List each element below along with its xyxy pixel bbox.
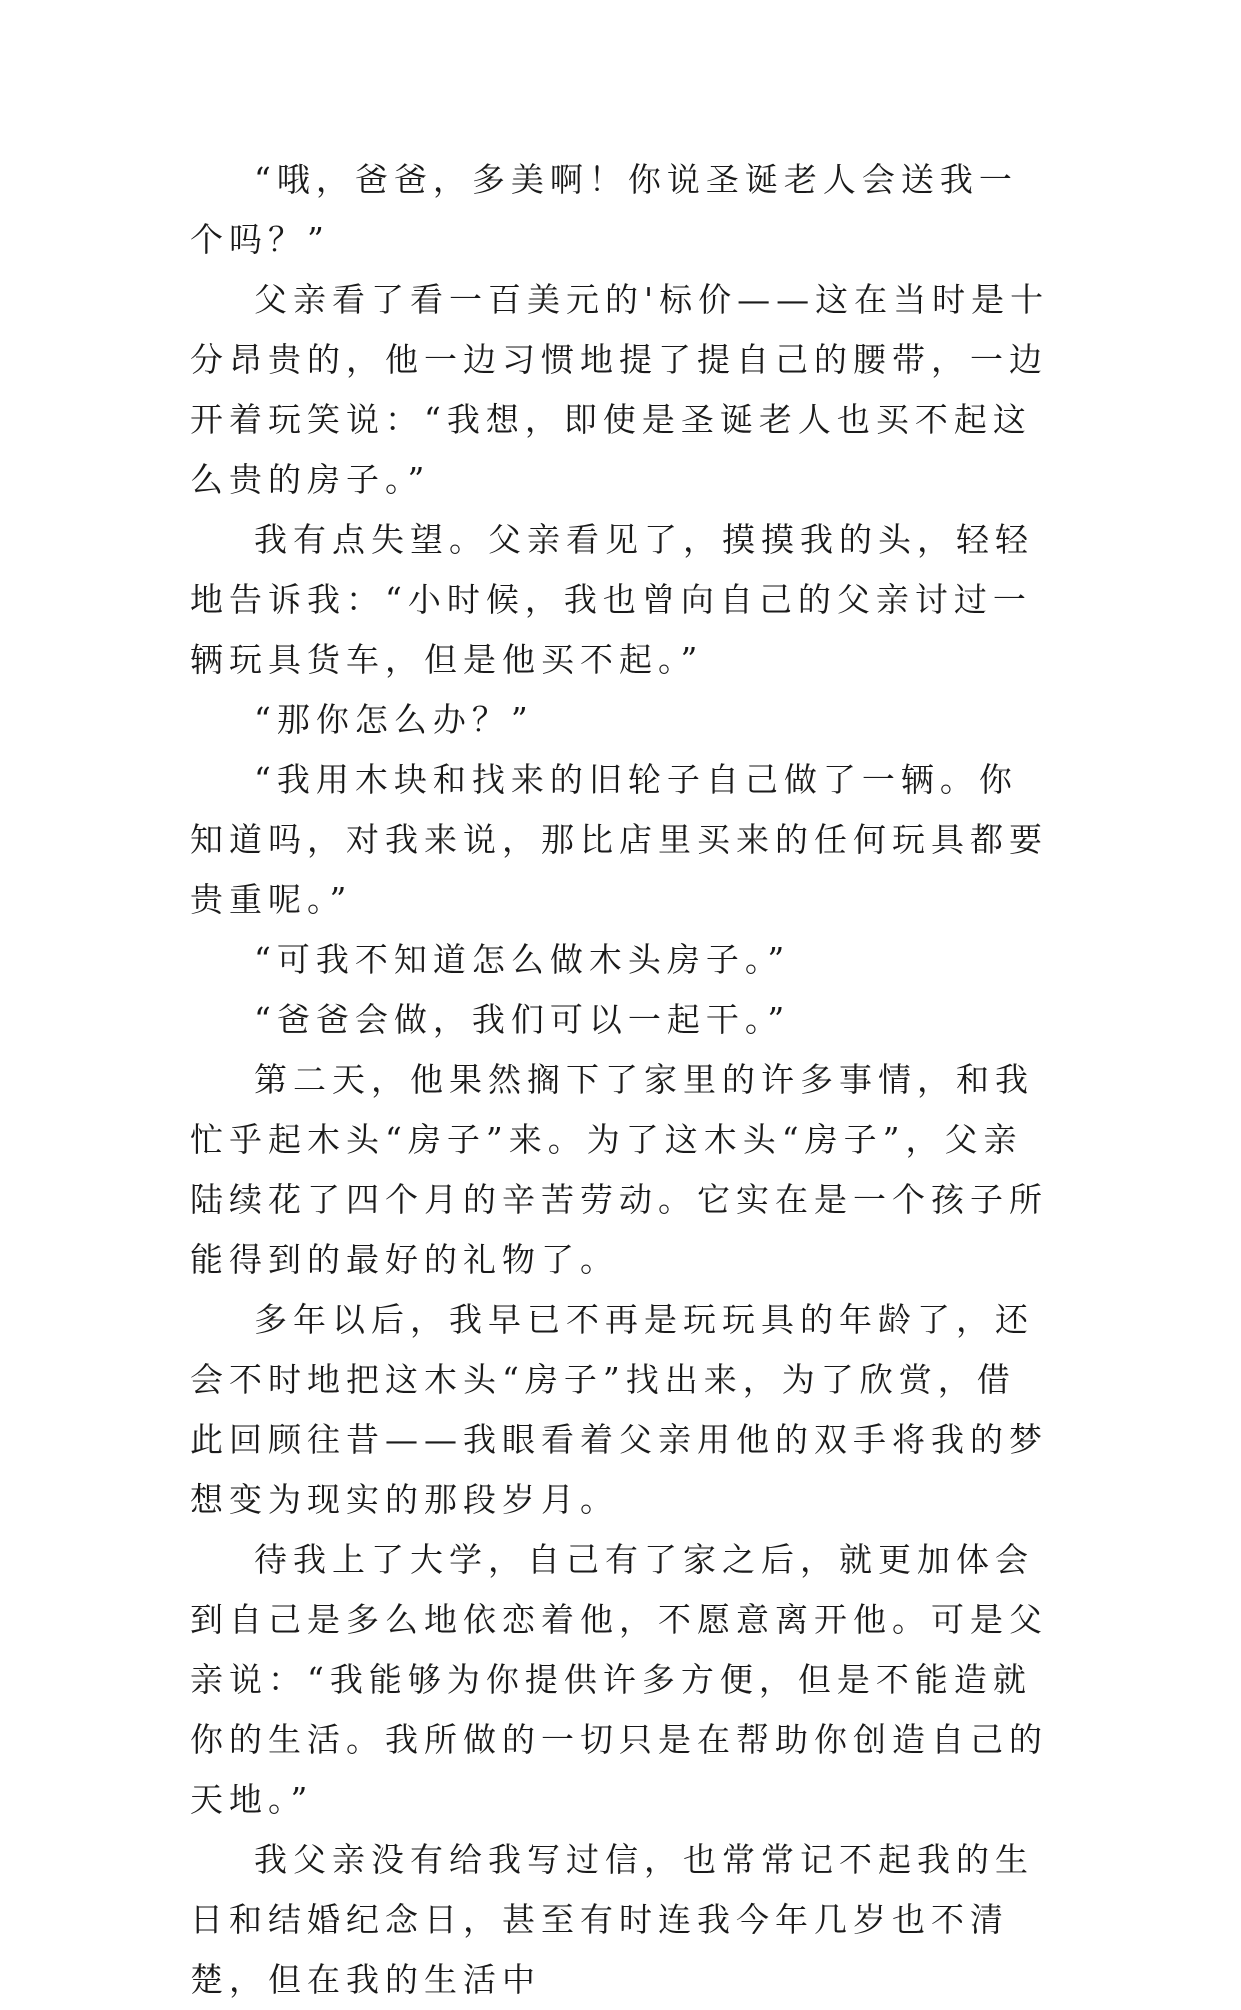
paragraph: 父亲看了看一百美元的'标价——这在当时是十分昂贵的，他一边习惯地提了提自己的腰带，一边开着玩笑说：“我想，即使是圣诞老人也买不起这么贵的房子。” [190, 280, 1050, 499]
paragraph: “可我不知道怎么做木头房子。” [254, 940, 791, 979]
paragraph: “爸爸会做，我们可以一起干。” [254, 1000, 791, 1039]
paragraph: 我父亲没有给我写过信，也常常记不起我的生日和结婚纪念日，甚至有时连我今年几岁也不清楚，但在我的生活中 [190, 1840, 1034, 1999]
paragraph: 第二天，他果然搁下了家里的许多事情，和我忙乎起木头“房子”来。为了这木头“房子”，父亲陆续花了四个月的辛苦劳动。它实在是一个孩子所能得到的最好的礼物了。 [190, 1060, 1048, 1279]
paragraph: “那你怎么办？” [254, 700, 534, 739]
paragraph: 待我上了大学，自己有了家之后，就更加体会到自己是多么地依恋着他，不愿意离开他。可是父亲说：“我能够为你提供许多方便，但是不能造就你的生活。我所做的一切只是在帮助你创造自己的天地。” [190, 1540, 1048, 1819]
document-body [190, 150, 1050, 2010]
paragraph: 多年以后，我早已不再是玩玩具的年龄了，还会不时地把这木头“房子”找出来，为了欣赏，借此回顾往昔——我眼看着父亲用他的双手将我的梦想变为现实的那段岁月。 [190, 1300, 1048, 1519]
paragraph: “哦，爸爸，多美啊！你说圣诞老人会送我一个吗？” [190, 160, 1018, 259]
paragraph: “我用木块和找来的旧轮子自己做了一辆。你知道吗，对我来说，那比店里买来的任何玩具都要贵重呢。” [190, 760, 1048, 919]
paragraph: 我有点失望。父亲看见了，摸摸我的头，轻轻地告诉我：“小时候，我也曾向自己的父亲讨过一辆玩具货车，但是他买不起。” [190, 520, 1034, 679]
